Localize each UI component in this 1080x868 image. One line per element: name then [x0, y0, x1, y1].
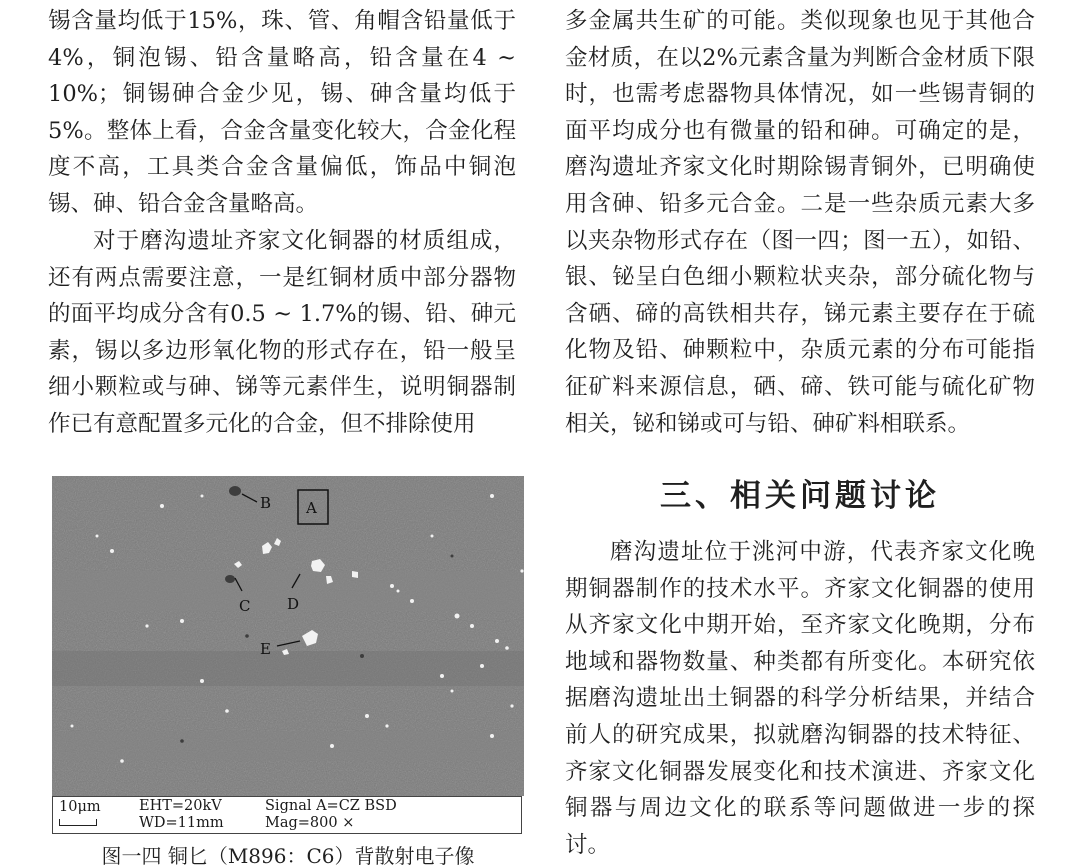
signal-value: Signal A=CZ BSD	[265, 798, 397, 814]
left-paragraph-1: 锡含量均低于15%，珠、管、角帽含铅量低于4%，铜泡锡、铅含量略高，铅含量在4 ~ 10%；铜锡砷合金少见，锡、砷含量均低于5%。整体上看，合金含量变化较大，合金化程度不高，工具类合金含量偏低，饰品中铜泡锡、砷、铅合金含量略高。	[48, 8, 516, 217]
left-paragraph-2: 对于磨沟遗址齐家文化铜器的材质组成，还有两点需要注意，一是红铜材质中部分器物的面平均成分含有0.5 ~ 1.7%的锡、铅、砷元素，锡以多边形氧化物的形式存在，铅一般呈细小颗粒或与砷、锑等元素伴生，说明铜器制作已有意配置多元化的合金，但不排除使用	[48, 228, 516, 437]
label-c: C	[239, 597, 251, 615]
section-heading: 三、相关问题讨论	[660, 478, 940, 514]
scale-bar	[59, 819, 97, 826]
wd-value: WD=11mm	[139, 815, 224, 831]
mag-value: Mag=800 ×	[265, 815, 355, 831]
scale-label: 10μm	[59, 799, 101, 815]
sem-image-svg	[52, 476, 524, 796]
figure-caption: 图一四 铜匕（M896：C6）背散射电子像	[101, 844, 475, 868]
label-e: E	[260, 640, 271, 658]
figure-14	[52, 476, 524, 868]
label-d: D	[287, 595, 300, 613]
label-a: A	[306, 499, 317, 517]
eht-value: EHT=20kV	[139, 798, 222, 814]
right-paragraph-1: 多金属共生矿的可能。类似现象也见于其他合金材质，在以2%元素含量为判断合金材质下限时，也需考虑器物具体情况，如一些锡青铜的面平均成分也有微量的铅和砷。可确定的是，磨沟遗址齐家文化时期除锡青铜外，已明确使用含砷、铅多元合金。二是一些杂质元素大多以夹杂物形式存在（图一四；图一五），如铅、银、铋呈白色细小颗粒状夹杂，部分硫化物与含硒、碲的高铁相共存，锑元素主要存在于硫化物及铅、砷颗粒中，杂质元素的分布可能指征矿料来源信息，硒、碲、铁可能与硫化矿物相关，铋和锑或可与铅、砷矿料相联系。	[565, 8, 1035, 437]
label-b: B	[260, 494, 272, 512]
sem-micrograph	[52, 476, 524, 796]
sem-info-bar	[52, 796, 522, 834]
right-paragraph-2: 磨沟遗址位于洮河中游，代表齐家文化晚期铜器制作的技术水平。齐家文化铜器的使用从齐家文化中期开始，至齐家文化晚期，分布地域和器物数量、种类都有所变化。本研究依据磨沟遗址出土铜器的科学分析结果，并结合前人的研究成果，拟就磨沟铜器的技术特征、齐家文化铜器发展变化和技术演进、齐家文化铜器与周边文化的联系等问题做进一步的探讨。	[565, 539, 1035, 858]
